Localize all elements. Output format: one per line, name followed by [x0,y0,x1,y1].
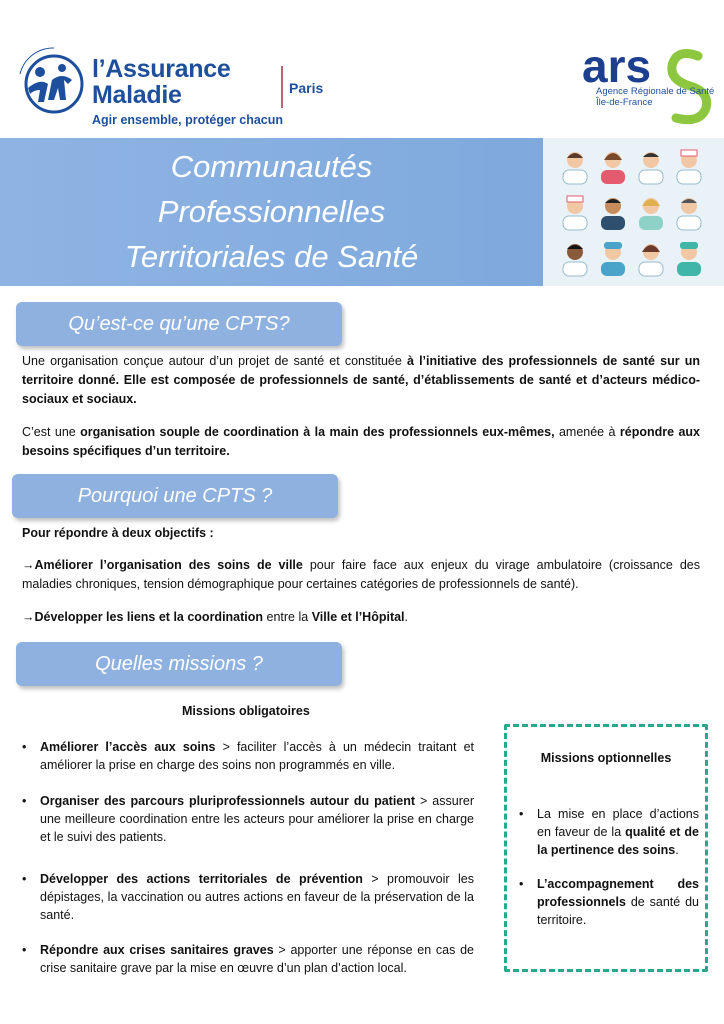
healthcare-professionals-avatars-icon [543,138,724,286]
bullet-icon: • [22,794,27,808]
logo-divider [281,66,283,108]
mission-item: • Organiser des parcours pluriprofessionnels autour du patient > assurer une meilleure coordination entre les acteurs pour améliorer la prise en charge et le suivi des patients. [22,794,474,844]
assurance-maladie-tagline: Agir ensemble, protéger chacun [92,113,284,127]
bullet-icon: • [22,740,27,754]
bullet-icon: • [22,943,27,957]
optional-missions-title: Missions optionnelles [540,751,672,765]
bullet-icon: • [22,872,27,886]
objective-1: →Améliorer l’organisation des soins de ville pour faire face aux enjeux du virage ambulatoire (croissance des maladies chroniques, tension démographique pour certaines catégories de professionnels de santé). [22,558,700,591]
city-label: Paris [289,80,324,96]
arrow-right-icon: → [22,610,35,624]
ars-wordmark: ars [582,42,652,92]
section-heading-why-cpts: Pourquoi une CPTS ? [12,474,338,518]
optional-mission-item: • L’accompagnement des professionnels de santé du territoire. [519,877,699,927]
assurance-maladie-logo-icon [14,44,88,118]
page-header [0,0,724,138]
bullet-icon: • [519,807,524,821]
objective-2: →Développer les liens et la coordination entre la Ville et l’Hôpital. [22,610,409,624]
section-heading-what-is-cpts: Qu’est-ce qu’une CPTS? [16,302,342,346]
mission-item: • Développer des actions territoriales de prévention > promouvoir les dépistages, la vaccination ou autres actions en faveur de la préservation de la santé. [22,872,474,922]
mission-item: • Améliorer l’accès aux soins > faciliter l’accès à un médecin traitant et améliorer la prise en charge des soins non programmés en ville. [22,740,474,772]
page-title: Communautés Professionnelles Territoriales de Santé [124,149,419,274]
ars-subtitle: Agence Régionale de Santé Île-de-France [596,86,715,108]
objectives-intro: Pour répondre à deux objectifs : [22,526,214,540]
section-heading-missions: Quelles missions ? [16,642,342,686]
mandatory-missions-title: Missions obligatoires [182,704,310,718]
optional-missions-box [504,724,708,972]
bullet-icon: • [519,877,524,891]
assurance-maladie-name: l’Assurance Maladie [92,55,231,109]
title-banner [0,138,543,286]
definition-paragraph: Une organisation conçue autour d’un projet de santé et constituée à l’initiative des professionnels de santé sur un territoire donné. Elle est composée de professionnels de santé, d’établissements de santé et d’acteurs médico-sociaux et sociaux. [22,354,700,406]
ars-logo-icon [580,42,714,126]
arrow-right-icon: → [22,558,35,572]
mission-item: • Répondre aux crises sanitaires graves > apporter une réponse en cas de crise sanitaire grave par la mise en œuvre d’un plan d’action local. [22,943,474,975]
coordination-paragraph: C’est une organisation souple de coordination à la main des professionnels eux-mêmes, amenée à répondre aux besoins spécifiques d’un territoire. [22,425,701,458]
optional-mission-item: • La mise en place d’actions en faveur de la qualité et de la pertinence des soins. [519,807,700,857]
